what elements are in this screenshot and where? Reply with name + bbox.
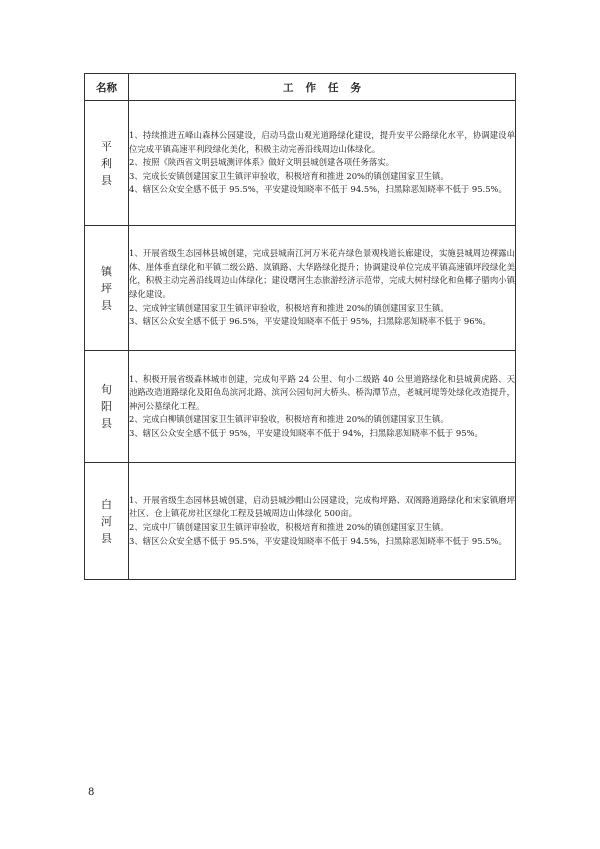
task-item: 3、辖区公众安全感不低于 95.5%，平安建设知晓率不低于 94.5%，扫黑除恶知晓率不低于 95.5%。 — [129, 535, 507, 546]
table-row — [85, 463, 516, 580]
county-name: 平利县 — [101, 139, 112, 187]
header-name: 名称 — [85, 74, 129, 101]
task-cell — [129, 226, 516, 351]
task-item: 3、辖区公众安全感不低于 96.5%，平安建设知晓率不低于 95%，扫黑除恶知晓率不低于 96%。 — [129, 316, 491, 327]
header-task: 工作任务 — [129, 74, 516, 101]
task-item: 2、完成白柳镇创建国家卫生镇评审验收，积极培育和推进 20%的镇创建国家卫生镇。 — [129, 414, 449, 425]
county-name-cell — [85, 463, 129, 580]
task-item: 1、持续推进五峰山森林公园建设，启动马盘山观光道路绿化建设，提升安平公路绿化水平，协调建设单位完成平镇高速平利段绿化美化，积极主动完善沿线周边山体绿化。 — [129, 130, 515, 154]
task-item: 2、完成中厂镇创建国家卫生镇评审验收，积极培育和推进 20%的镇创建国家卫生镇。 — [129, 522, 449, 532]
task-item: 2、按照《陕西省文明县城测评体系》做好文明县城创建各项任务落实。 — [129, 157, 394, 168]
task-item: 1、积极开展省级森林城市创建，完成旬平路 24 公里、旬小二级路 40 公里道路绿化和县城黄虎路、天池路改造道路绿化及阳鱼岛滨河北路、滨河公园旬河大桥头、桥沟潭节点，老城河堤等处绿化改造提升，神河公墓绿化工程。 — [129, 373, 515, 411]
task-item: 3、辖区公众安全感不低于 95%，平安建设知晓率不低于 94%，扫黑除恶知晓率不低于 95%。 — [129, 427, 483, 438]
county-name: 旬阳县 — [101, 383, 112, 430]
task-cell — [129, 101, 516, 226]
county-name-cell — [85, 351, 129, 463]
task-item: 4、辖区公众安全感不低于 95.5%，平安建设知晓率不低于 94.5%，扫黑除恶知晓率不低于 95.5%。 — [129, 184, 507, 195]
table-header-row — [85, 74, 516, 101]
task-table — [84, 73, 516, 580]
county-name-cell — [85, 226, 129, 351]
task-item: 1、开展省级生态园林县城创建，完成县城南江河万米花卉绿色景观栈道长廊建设，实施县城周边裸露山体、崖体垂直绿化和平镇二级公路、岚镇路、大华路绿化提升；协调建设单位完成平镇高速镇坪段绿化美化，积极主动完善沿线周边山体绿化；建设曙河生态旅游经济示范带，完成大树村绿化和鱼椰子腊肉小镇绿化建设。 — [129, 248, 515, 299]
county-name-cell — [85, 101, 129, 226]
task-item: 2、完成钟宝镇创建国家卫生镇评审验收，积极培育和推进 20%的镇创建国家卫生镇。 — [129, 302, 449, 313]
county-name: 镇坪县 — [101, 264, 112, 312]
task-cell — [129, 463, 516, 580]
task-item: 1、开展省级生态园林县城创建，启动县城沙帽山公园建设，完成构坪路、双阁路道路绿化和宋家镇磨坪社区、仓上镇花房社区绿化工程及县城周边山体绿化 500亩。 — [129, 494, 515, 519]
table-row — [85, 351, 516, 463]
table-row — [85, 226, 516, 351]
table-row — [85, 101, 516, 226]
task-cell — [129, 351, 516, 463]
page-number: 8 — [88, 787, 95, 798]
county-name: 白河县 — [101, 497, 112, 545]
task-item: 3、完成长安镇创建国家卫生镇评审验收，积极培育和推进 20%的镇创建国家卫生镇。 — [129, 170, 449, 181]
